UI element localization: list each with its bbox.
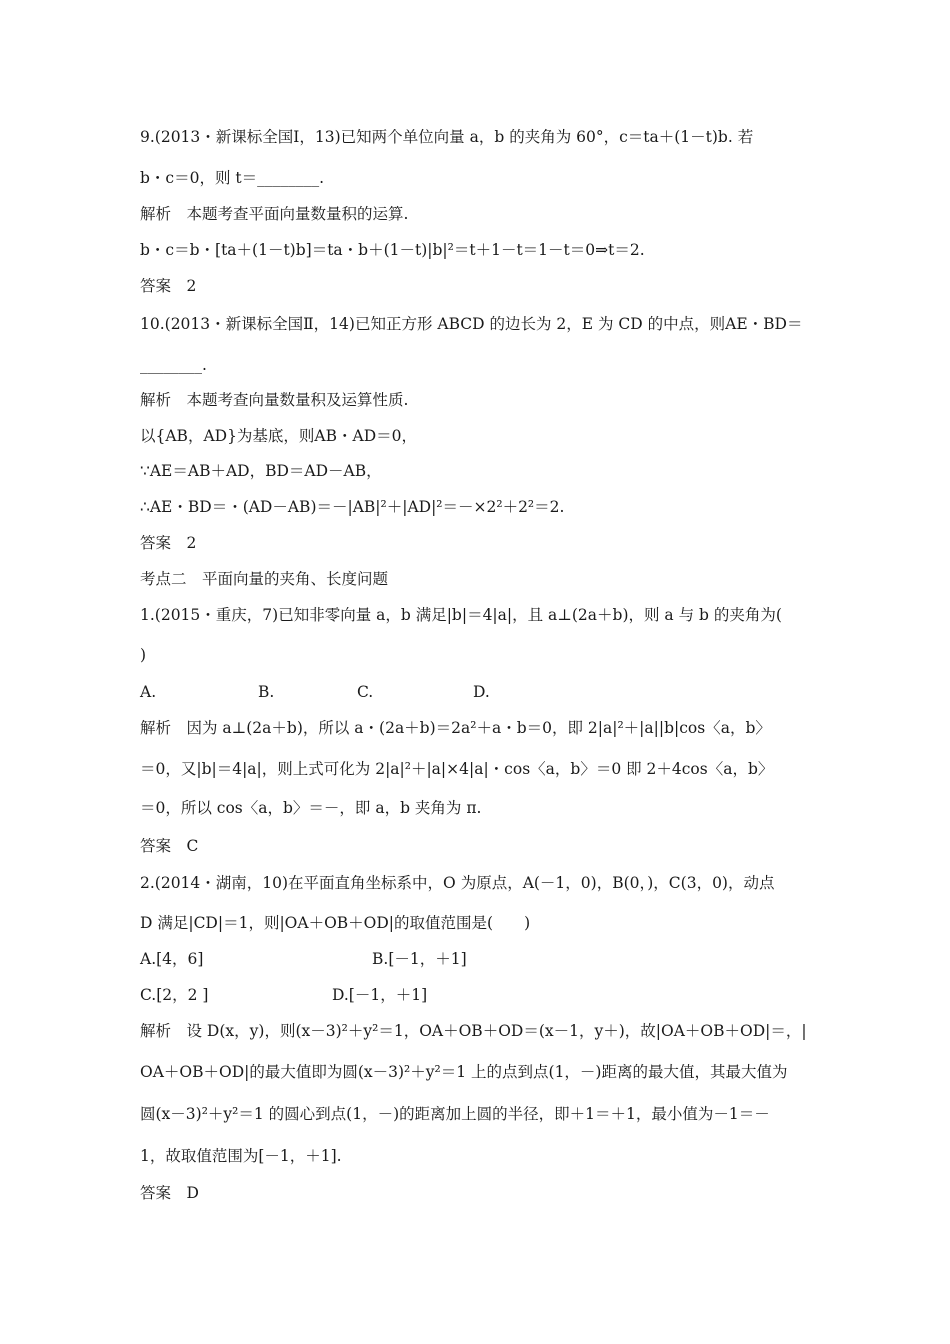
p2-option-c: C.[2，2 ]: [140, 986, 209, 1004]
p1-analysis-line-3: ＝0，所以 cos〈a，b〉＝－，即 a，b 夹角为 π.: [140, 799, 482, 817]
q10-analysis: 解析 本题考查向量数量积及运算性质.: [140, 391, 409, 409]
q10-question-line-2: ________.: [140, 356, 207, 374]
p1-analysis-line-1: 解析 因为 a⊥(2a＋b)，所以 a・(2a＋b)＝2a²＋a・b＝0，即 2|a|²＋|a||b|cos〈a，b〉: [140, 719, 771, 737]
p2-option-a: A.[4，6]: [140, 950, 204, 968]
p1-option-d: D.: [473, 683, 490, 701]
p1-question-line-2: ): [140, 646, 147, 664]
q9-work: b・c＝b・[ta＋(1－t)b]＝ta・b＋(1－t)|b|²＝t＋1－t＝1－t＝0⇒t＝2.: [140, 241, 645, 259]
p1-question-line-1: 1.(2015・重庆，7)已知非零向量 a，b 满足|b|＝4|a|，且 a⊥(2a＋b)，则 a 与 b 的夹角为(: [140, 606, 782, 624]
q10-answer: 答案 2: [140, 534, 197, 552]
p1-option-c: C.: [357, 683, 374, 701]
p2-question-line-2: D 满足|CD|＝1，则|OA＋OB＋OD|的取值范围是( ): [140, 914, 531, 932]
p1-analysis-line-2: ＝0，又|b|＝4|a|，则上式可化为 2|a|²＋|a|×4|a|・cos〈a，b〉＝0 即 2＋4cos〈a，b〉: [140, 760, 774, 778]
p2-analysis-line-3: 圆(x－3)²＋y²＝1 的圆心到点(1，－)的距离加上圆的半径，即＋1＝＋1，最小值为－1＝－: [140, 1105, 770, 1123]
p2-option-b: B.[－1，＋1]: [372, 950, 467, 968]
p1-option-b: B.: [258, 683, 275, 701]
p2-analysis-line-1: 解析 设 D(x，y)，则(x－3)²＋y²＝1，OA＋OB＋OD＝(x－1，y＋)，故|OA＋OB＋OD|＝，|: [140, 1022, 807, 1040]
q9-analysis: 解析 本题考查平面向量数量积的运算.: [140, 205, 409, 223]
q10-work-line-3: ∴AE・BD＝・(AD－AB)＝－|AB|²＋|AD|²＝－×2²＋2²＝2.: [140, 498, 565, 516]
p2-answer: 答案 D: [140, 1184, 199, 1202]
q10-work-line-1: 以{AB，AD}为基底，则AB・AD＝0，: [140, 427, 417, 445]
p2-analysis-line-4: 1，故取值范围为[－1，＋1].: [140, 1147, 342, 1165]
p2-analysis-line-2: OA＋OB＋OD|的最大值即为圆(x－3)²＋y²＝1 上的点到点(1，－)距离的最大值，其最大值为: [140, 1063, 788, 1081]
q10-question-line-1: 10.(2013・新课标全国Ⅱ，14)已知正方形 ABCD 的边长为 2，E 为 CD 的中点，则AE・BD＝: [140, 315, 803, 333]
q9-question-line-1: 9.(2013・新课标全国Ⅰ，13)已知两个单位向量 a，b 的夹角为 60°，c＝ta＋(1－t)b. 若: [140, 128, 754, 146]
q10-work-line-2: ∵AE＝AB＋AD，BD＝AD－AB，: [140, 462, 382, 480]
section-heading: 考点二 平面向量的夹角、长度问题: [140, 570, 389, 588]
p1-option-a: A.: [140, 683, 157, 701]
q9-question-line-2: b・c＝0，则 t＝________.: [140, 169, 325, 187]
p2-option-d: D.[－1，＋1]: [332, 986, 428, 1004]
p2-question-line-1: 2.(2014・湖南，10)在平面直角坐标系中，O 为原点，A(－1，0)，B(0，)，C(3，0)，动点: [140, 874, 775, 892]
q9-answer: 答案 2: [140, 277, 197, 295]
p1-answer: 答案 C: [140, 837, 199, 855]
